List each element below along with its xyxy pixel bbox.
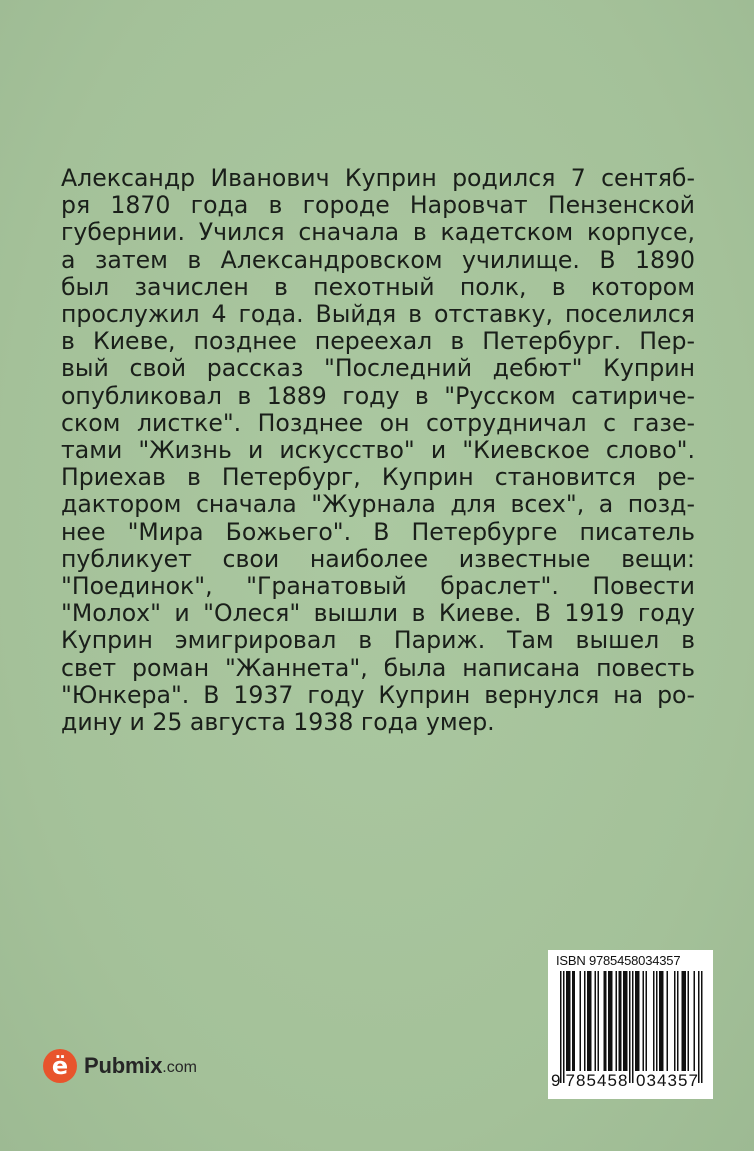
ean-digit: 5 [607,1071,617,1090]
ean-digit: 7 [688,1071,698,1090]
barcode-bar [661,971,663,1071]
barcode-bar [662,971,664,1071]
barcode-bar [568,971,570,1071]
barcode-bar [566,971,568,1071]
barcode-bar [626,971,628,1071]
ean-digit: 4 [597,1071,607,1090]
barcode-bar [569,971,571,1071]
barcode-bar [674,971,676,1071]
barcode-bar [580,971,582,1071]
biography-line: ря 1870 года в городе Наровчат Пензенской [61,191,695,220]
biography-line: прослужил 4 года. Выйдя в отставку, поселился [61,300,695,329]
barcode-bar [659,971,661,1071]
ean-digit: 3 [667,1071,677,1090]
isbn-label: ISBN 9785458034357 [556,953,681,968]
biography-line: дину и 25 августа 1938 года умер. [61,708,495,737]
barcode-bar [574,971,576,1071]
biography-line: тами "Жизнь и искусство" и "Киевское слово". [61,436,695,465]
barcode-bar [694,971,696,1071]
barcode-bar [584,971,586,1071]
biography-line: в Киеве, позднее переехал в Петербург. Пер- [61,327,695,356]
ean-digit: 4 [657,1071,667,1090]
biography-line: а затем в Александровском училище. В 1890 [61,245,695,274]
ean-digit: 5 [586,1071,596,1090]
barcode-bar [688,971,690,1071]
biography-line: дактором сначала "Журнала для всех", а позд- [61,490,695,519]
ean-digit: 0 [636,1071,646,1090]
ean-digit: 5 [678,1071,688,1090]
isbn-barcode [548,950,713,1099]
biography-line: Куприн эмигрировал в Париж. Там вышел в [61,626,695,655]
barcode-bar [616,971,618,1071]
barcode-bar [623,971,625,1071]
barcode-bar [560,971,562,1083]
biography-line: ском листке". Позднее он сотрудничал с газе- [61,408,695,437]
barcode-bar [563,971,565,1083]
publisher-name: Pubmix [84,1053,163,1078]
barcode-bar [667,971,669,1071]
biography-line: "Молох" и "Олеся" вышли в Киеве. В 1919 году [61,599,695,628]
ean-digit: 8 [618,1071,628,1090]
barcode-bar [698,971,700,1083]
barcode-bar [589,971,591,1071]
barcode-bar [682,971,684,1071]
biography-line: губернии. Учился сначала в кадетском корпусе, [61,218,695,247]
publisher-badge-icon: ё [43,1049,77,1083]
ean-digit: 8 [576,1071,586,1090]
biography-line: нее "Мира Божьего". В Петербурге писатель [61,517,695,546]
barcode-bar [637,971,639,1071]
publisher-domain: .com [162,1059,197,1076]
barcode-bar [620,971,622,1071]
biography-line: Приехав в Петербург, Куприн становится ре- [61,463,695,492]
biography-text [61,165,695,736]
barcode-bar [632,971,634,1083]
barcode-bar [677,971,679,1071]
barcode-bar [646,971,648,1071]
biography-line: опубликовал в 1889 году в "Русском сатириче- [61,381,695,410]
barcode-bar [587,971,589,1071]
barcode-bar [656,971,658,1071]
barcode-bar [643,971,645,1071]
ean-digit: 7 [565,1071,575,1090]
barcode-bar [595,971,597,1071]
barcode-bar [619,971,621,1071]
biography-line: был зачислен в пехотный полк, в котором [61,272,695,301]
biography-line: свет роман "Жаннета", была написана повесть [61,653,695,682]
barcode-bar [611,971,613,1071]
barcode-bar [590,971,592,1071]
biography-line: "Юнкера". В 1937 году Куприн вернулся на ро- [61,680,695,709]
barcode-bar [629,971,631,1083]
barcode-bar [605,971,607,1071]
barcode-bar [604,971,606,1071]
ean-digit: 3 [646,1071,656,1090]
barcode-bar [701,971,703,1083]
biography-line: публикует свои наиболее известные вещи: [61,544,695,573]
biography-line: вый свой рассказ "Последний дебют" Куприн [61,354,695,383]
publisher-logo [43,1046,197,1086]
barcode-bar [610,971,612,1071]
barcode-bar [683,971,685,1071]
barcode-bar [608,971,610,1071]
barcode-bar [685,971,687,1071]
biography-line: Александр Иванович Куприн родился 7 сентяб- [61,164,695,192]
barcode-bar [635,971,637,1071]
ean-digit: 9 [551,1071,561,1090]
barcode-bar [598,971,600,1071]
barcode-bar [638,971,640,1071]
barcode-bar [572,971,574,1071]
barcode-bar [653,971,655,1071]
barcode-bar [625,971,627,1071]
biography-line: "Поединок", "Гранатовый браслет". Повести [61,572,695,601]
